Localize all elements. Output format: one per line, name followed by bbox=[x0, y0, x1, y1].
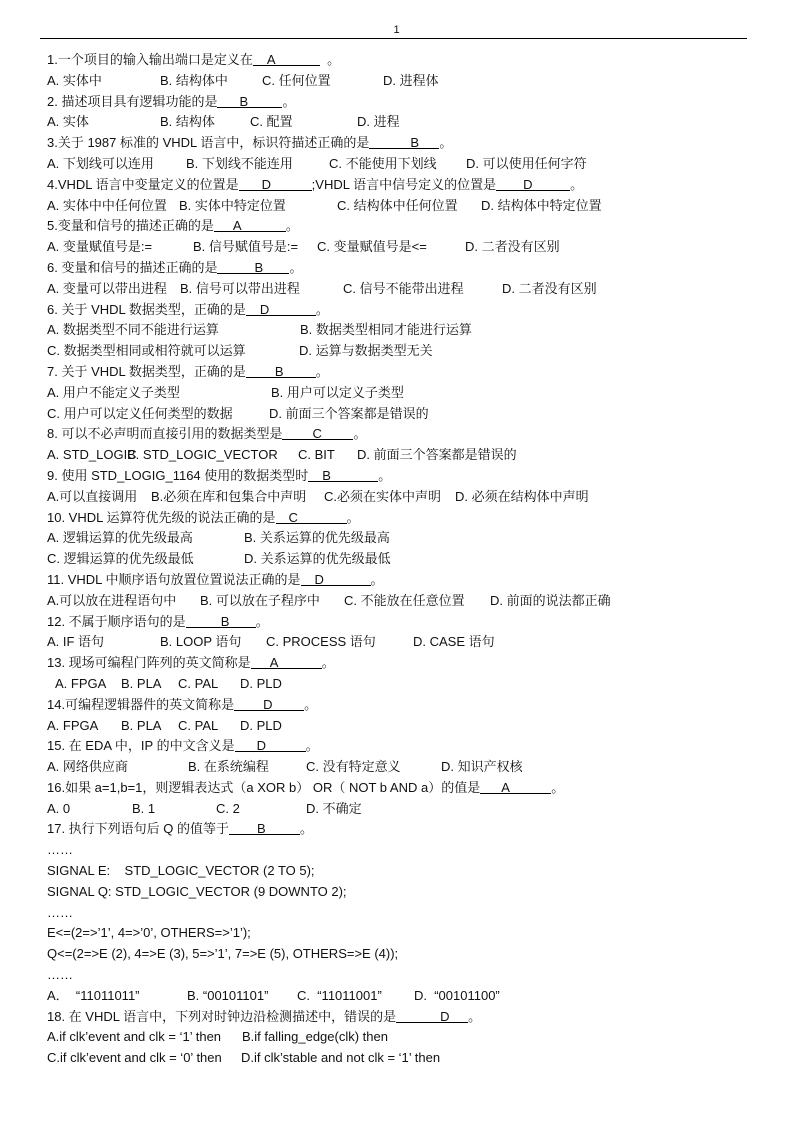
question-text: 。 bbox=[319, 52, 341, 67]
option-b: D. 前面三个答案都是错误的 bbox=[269, 405, 429, 421]
options-line bbox=[47, 341, 747, 362]
options-line bbox=[47, 591, 747, 612]
option-b: B. 信号可以带出进程 bbox=[180, 280, 300, 296]
option-c: C. BIT bbox=[298, 447, 335, 463]
option-d: D. PLD bbox=[240, 675, 282, 691]
question-text: 。 bbox=[285, 218, 299, 234]
option-b: B. 结构体中 bbox=[160, 72, 228, 88]
question-line bbox=[47, 508, 747, 529]
question-text: 。 bbox=[282, 93, 296, 109]
answer-blank: D bbox=[246, 301, 316, 316]
question-line bbox=[47, 695, 747, 716]
options-line bbox=[47, 1048, 747, 1069]
options-line bbox=[47, 528, 747, 549]
question-text: 18. 在 VHDL 语言中，下列对时钟边沿检测描述中，错误的是 bbox=[47, 1008, 397, 1024]
question-text: 8. 可以不必声明而直接引用的数据类型是 bbox=[47, 426, 283, 442]
answer-blank: C bbox=[276, 509, 347, 524]
option-a: A. 实体 bbox=[47, 114, 89, 130]
answer-blank: C bbox=[282, 425, 353, 440]
question-line bbox=[47, 50, 747, 71]
option-b: B. 关系运算的优先级最高 bbox=[244, 530, 390, 546]
option-d: D. 前面的说法都正确 bbox=[490, 592, 611, 608]
question-line bbox=[47, 216, 747, 237]
option-a: A. FPGA bbox=[55, 675, 107, 691]
options-line bbox=[47, 154, 747, 175]
code-line: Q<=(2=>E (2), 4=>E (3), 5=>’1’, 7=>E (5), OTHERS=>E (4)); bbox=[47, 946, 399, 962]
question-line bbox=[47, 570, 747, 591]
option-d: D. 必须在结构体中声明 bbox=[455, 488, 589, 504]
answer-blank: B bbox=[217, 259, 289, 274]
question-text: 9. 使用 STD_LOGIG_1164 使用的数据类型时 bbox=[47, 467, 309, 483]
answer-blank: A bbox=[480, 779, 551, 794]
question-text: 。 bbox=[370, 571, 384, 587]
options-line bbox=[47, 196, 747, 217]
answer-blank: D bbox=[239, 176, 312, 191]
option-b: D. 关系运算的优先级最低 bbox=[244, 551, 391, 567]
options-line bbox=[47, 549, 747, 570]
question-text: 。 bbox=[315, 301, 329, 317]
option-a: A. 实体中 bbox=[47, 72, 102, 88]
question-text: 。 bbox=[378, 467, 392, 483]
options-line bbox=[47, 320, 747, 341]
answer-blank: B bbox=[308, 467, 378, 482]
page-number: 1 bbox=[393, 24, 400, 36]
question-line bbox=[47, 819, 747, 840]
question-line bbox=[47, 362, 747, 383]
question-line bbox=[47, 612, 747, 633]
option-a: A. FPGA bbox=[47, 717, 99, 733]
option-b: B. 用户可以定义子类型 bbox=[271, 384, 404, 400]
option-c: C. 不能放在任意位置 bbox=[344, 592, 465, 608]
options-line bbox=[47, 112, 747, 133]
option-b: B. 结构体 bbox=[160, 114, 215, 130]
option-b: B. 下划线不能连用 bbox=[186, 155, 293, 171]
header-rule bbox=[40, 38, 747, 39]
question-text: 16.如果 a=1,b=1，则逻辑表达式（a XOR b） OR（ NOT b AND a）的值是 bbox=[47, 779, 481, 795]
option-c: C. PAL bbox=[178, 675, 219, 691]
question-text: 。 bbox=[321, 655, 335, 671]
option-b: B. 可以放在子程序中 bbox=[200, 592, 320, 608]
answer-blank: D bbox=[396, 1008, 468, 1023]
option-b: B. 在系统编程 bbox=[188, 759, 269, 775]
option-b: B. 数据类型相同才能进行运算 bbox=[300, 322, 472, 338]
options-line bbox=[47, 716, 747, 737]
answer-blank: B bbox=[246, 363, 316, 378]
option-d: D. “00101100” bbox=[414, 987, 500, 1003]
question-line bbox=[47, 736, 747, 757]
option-c: C. 没有特定意义 bbox=[306, 759, 401, 775]
option-b: B. LOOP 语句 bbox=[160, 634, 242, 650]
options-line bbox=[47, 757, 747, 778]
answer-blank: A bbox=[251, 654, 322, 669]
option-b: B. PLA bbox=[121, 717, 162, 733]
option-d: D. 进程 bbox=[357, 114, 400, 130]
question-text: 1.一个项目的输入输出端口是定义在 bbox=[47, 52, 253, 67]
question-text: 。 bbox=[353, 426, 367, 442]
question-line bbox=[47, 424, 747, 445]
option-a: A. 用户不能定义子类型 bbox=[47, 384, 180, 400]
options-line bbox=[47, 632, 747, 653]
answer-blank: D bbox=[496, 176, 570, 191]
option-a: C. 数据类型相同或相符就可以运算 bbox=[47, 343, 246, 359]
question-text: 3.关于 1987 标准的 VHDL 语言中，标识符描述正确的是 bbox=[47, 135, 370, 151]
question-text: 。 bbox=[289, 259, 303, 275]
option-c: C. “11011001” bbox=[297, 987, 382, 1003]
question-text: 2. 描述项目具有逻辑功能的是 bbox=[47, 93, 218, 109]
option-a: A. 实体中中任何位置 bbox=[47, 197, 167, 213]
question-text: 4.VHDL 语言中变量定义的位置是 bbox=[47, 176, 239, 192]
question-text: 7. 关于 VHDL 数据类型，正确的是 bbox=[47, 363, 246, 379]
question-text: 。 bbox=[551, 779, 565, 795]
answer-blank: D bbox=[301, 571, 371, 586]
option-d: D. 可以使用任何字符 bbox=[466, 155, 587, 171]
option-c: C. PAL bbox=[178, 717, 219, 733]
question-line bbox=[47, 1007, 747, 1028]
question-text: 10. VHDL 运算符优先级的说法正确的是 bbox=[47, 509, 276, 525]
question-text: 。 bbox=[346, 509, 360, 525]
question-line bbox=[47, 92, 747, 113]
options-line bbox=[47, 445, 747, 466]
question-text: 6. 变量和信号的描述正确的是 bbox=[47, 259, 218, 275]
question-text: 。 bbox=[300, 821, 314, 837]
question-text: 6. 关于 VHDL 数据类型，正确的是 bbox=[47, 301, 246, 317]
question-text: 13. 现场可编程门阵列的英文简称是 bbox=[47, 655, 251, 671]
option-c: C. PROCESS 语句 bbox=[266, 634, 376, 650]
option-b: B. STD_LOGIC_VECTOR bbox=[127, 447, 278, 463]
question-line bbox=[47, 778, 747, 799]
question-text: 。 bbox=[305, 738, 319, 754]
question-text: 12. 不属于顺序语句的是 bbox=[47, 613, 186, 629]
answer-blank: D bbox=[234, 696, 304, 711]
option-d: D. 不确定 bbox=[306, 800, 362, 816]
question-text: 。 bbox=[315, 363, 329, 379]
option-a: A． “11011011” bbox=[47, 987, 140, 1003]
options-line bbox=[47, 404, 747, 425]
option-d: D. 二者没有区别 bbox=[502, 280, 597, 296]
code-line: …… bbox=[47, 967, 73, 983]
option-a: A. 逻辑运算的优先级最高 bbox=[47, 530, 193, 546]
option-d: D. 前面三个答案都是错误的 bbox=[357, 447, 517, 463]
options-line bbox=[47, 986, 747, 1007]
option-a: C.if clk’event and clk = ‘0’ then bbox=[47, 1050, 222, 1066]
option-b: B. PLA bbox=[121, 675, 162, 691]
option-c: C.必须在实体中声明 bbox=[324, 488, 442, 504]
option-d: D. PLD bbox=[240, 717, 282, 733]
option-a: A. IF 语句 bbox=[47, 634, 105, 650]
option-c: C. 配置 bbox=[250, 114, 293, 130]
options-line bbox=[47, 1027, 747, 1048]
option-c: C. 变量赋值号是<= bbox=[317, 239, 427, 255]
options-line bbox=[47, 383, 747, 404]
option-a: A. 网络供应商 bbox=[47, 759, 128, 775]
question-line bbox=[47, 300, 747, 321]
option-a: A. 0 bbox=[47, 800, 71, 816]
question-line bbox=[47, 258, 747, 279]
option-b: D. 运算与数据类型无关 bbox=[299, 343, 433, 359]
option-a: A. 下划线可以连用 bbox=[47, 155, 154, 171]
option-d: D. 知识产权核 bbox=[441, 759, 523, 775]
options-line bbox=[47, 237, 747, 258]
answer-blank: B bbox=[229, 820, 300, 835]
question-text: ;VHDL 语言中信号定义的位置是 bbox=[311, 176, 497, 192]
option-b: B. 实体中特定位置 bbox=[179, 197, 286, 213]
option-c: C. 结构体中任何位置 bbox=[337, 197, 458, 213]
question-line bbox=[47, 175, 747, 196]
question-line bbox=[47, 133, 747, 154]
code-line: …… bbox=[47, 842, 73, 858]
code-line: E<=(2=>’1’, 4=>’0’, OTHERS=>’1’); bbox=[47, 925, 251, 941]
option-a: C. 用户可以定义任何类型的数据 bbox=[47, 405, 233, 421]
question-text: 15. 在 EDA 中，IP 的中文含义是 bbox=[47, 738, 235, 754]
question-text: 。 bbox=[468, 1008, 482, 1024]
option-a: A. 变量赋值号是:= bbox=[47, 239, 153, 255]
options-line bbox=[47, 71, 747, 92]
answer-blank: B bbox=[186, 613, 256, 628]
answer-blank: D bbox=[235, 737, 306, 752]
question-text: 。 bbox=[304, 696, 318, 712]
code-line: SIGNAL E: STD_LOGIC_VECTOR (2 TO 5); bbox=[47, 863, 315, 879]
answer-blank: B bbox=[217, 93, 282, 108]
option-a: C. 逻辑运算的优先级最低 bbox=[47, 551, 194, 567]
option-c: C. 2 bbox=[216, 800, 240, 816]
option-d: D. 进程体 bbox=[383, 72, 439, 88]
option-b: D.if clk’stable and not clk = ‘1’ then bbox=[241, 1050, 441, 1066]
option-c: C. 任何位置 bbox=[262, 72, 331, 88]
option-c: C. 信号不能带出进程 bbox=[343, 280, 464, 296]
question-text: 。 bbox=[255, 613, 269, 629]
document-body bbox=[47, 50, 747, 1069]
option-b: B.必须在库和包集合中声明 bbox=[151, 488, 307, 504]
question-text: 11. VHDL 中顺序语句放置位置说法正确的是 bbox=[47, 571, 301, 587]
question-line bbox=[47, 466, 747, 487]
options-line bbox=[47, 487, 747, 508]
option-a: A.可以直接调用 bbox=[47, 488, 138, 504]
options-line bbox=[47, 279, 747, 300]
option-a: A. 变量可以带出进程 bbox=[47, 280, 167, 296]
answer-blank: A bbox=[253, 51, 320, 66]
option-b: B. 1 bbox=[132, 800, 156, 816]
answer-blank: B bbox=[369, 134, 439, 149]
options-line bbox=[47, 799, 747, 820]
option-a: A.if clk’event and clk = ‘1’ then bbox=[47, 1029, 222, 1045]
option-a: A. STD_LOGIC bbox=[47, 447, 137, 463]
question-line bbox=[47, 653, 747, 674]
question-text: 。 bbox=[439, 135, 453, 151]
option-a: A.可以放在进程语句中 bbox=[47, 592, 177, 608]
option-d: D. 结构体中特定位置 bbox=[481, 197, 602, 213]
code-line: SIGNAL Q: STD_LOGIC_VECTOR (9 DOWNTO 2); bbox=[47, 883, 347, 899]
question-text: 5.变量和信号的描述正确的是 bbox=[47, 218, 214, 234]
option-d: D. CASE 语句 bbox=[413, 634, 495, 650]
option-d: D. 二者没有区别 bbox=[465, 239, 560, 255]
answer-blank: A bbox=[214, 217, 286, 232]
options-line bbox=[47, 674, 747, 695]
option-b: B. 信号赋值号是:= bbox=[193, 239, 299, 255]
option-b: B. “00101101” bbox=[187, 987, 269, 1003]
option-a: A. 数据类型不同不能进行运算 bbox=[47, 322, 219, 338]
question-text: 。 bbox=[570, 176, 584, 192]
option-b: B.if falling_edge(clk) then bbox=[242, 1029, 388, 1045]
option-c: C. 不能使用下划线 bbox=[329, 155, 437, 171]
code-line: …… bbox=[47, 904, 73, 920]
question-text: 14.可编程逻辑器件的英文简称是 bbox=[47, 696, 235, 712]
question-text: 17. 执行下列语句后 Q 的值等于 bbox=[47, 821, 230, 837]
